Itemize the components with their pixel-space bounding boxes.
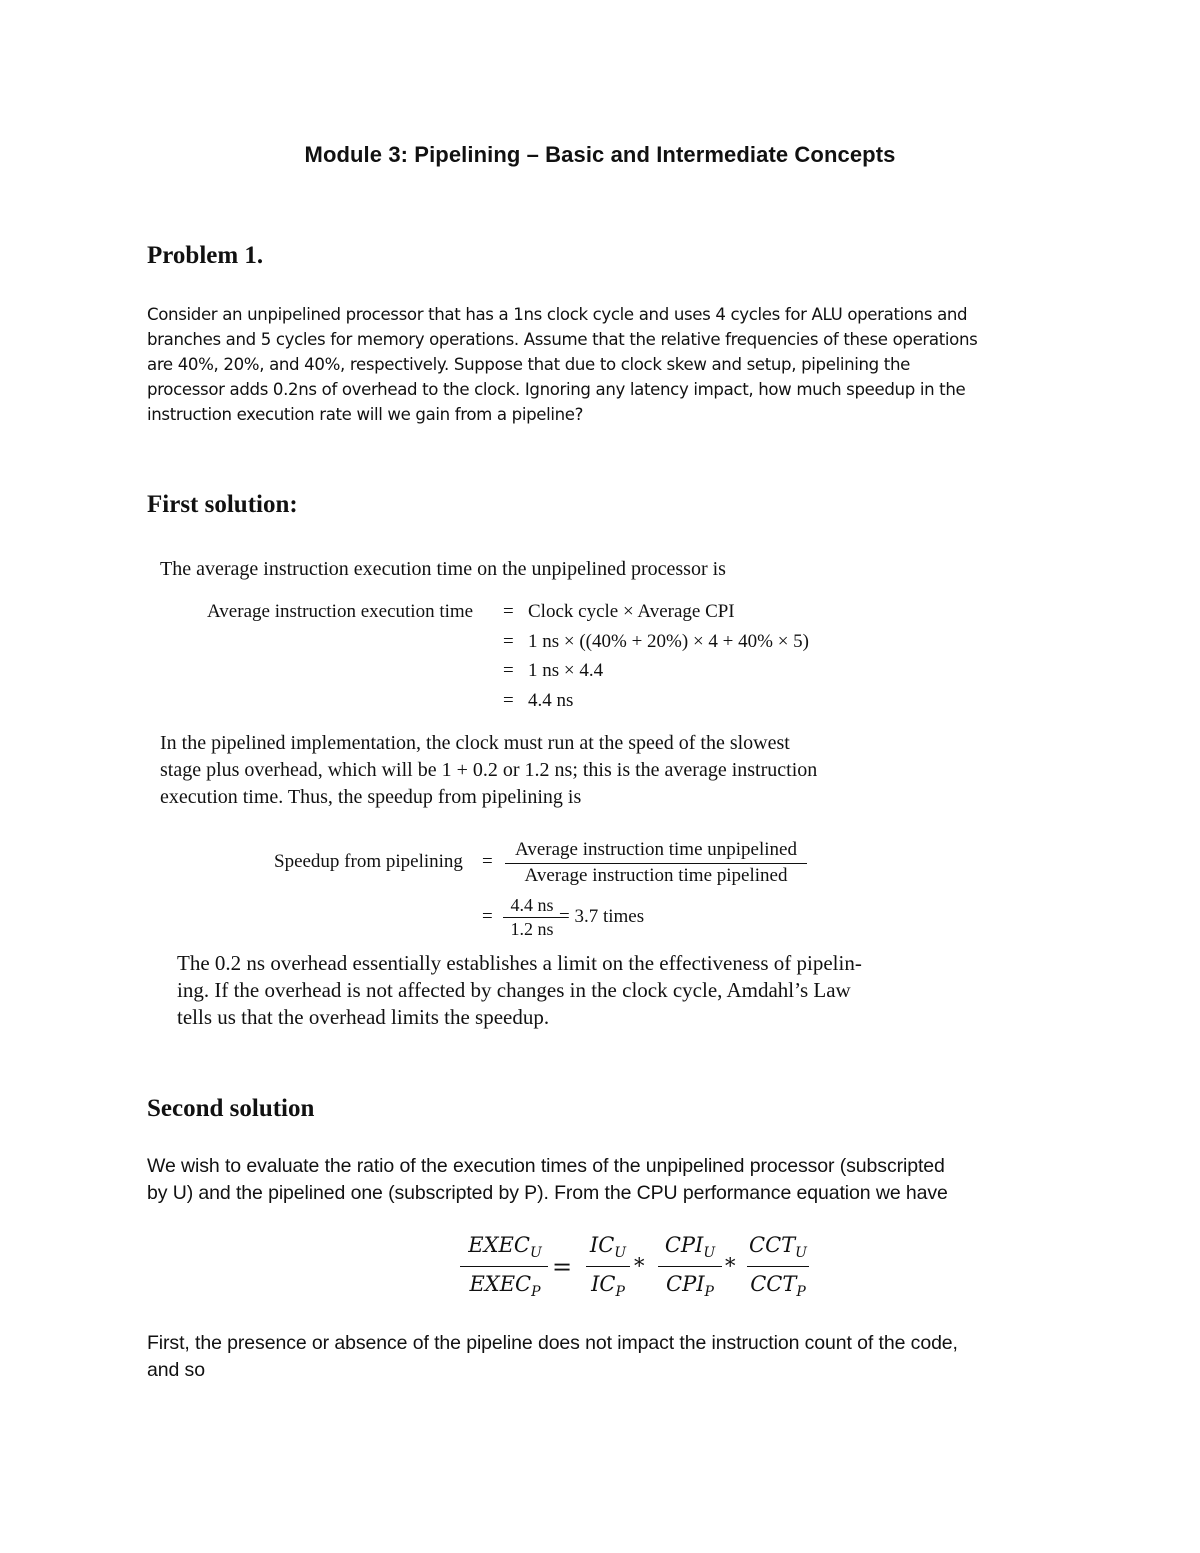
- explanation-paragraph: [160, 730, 817, 811]
- problem-line: processor adds 0.2ns of overhead to the clock. Ignoring any latency impact, how much speedup in the: [147, 380, 966, 399]
- equation-step: Clock cycle × Average CPI: [528, 601, 735, 622]
- first-solution-intro: The average instruction execution time on the unpipelined processor is: [160, 558, 726, 580]
- equals-sign: =: [482, 851, 493, 872]
- speedup-denominator: Average instruction time pipelined: [524, 865, 788, 886]
- paragraph-line: and so: [147, 1359, 205, 1381]
- equals-sign: =: [552, 1253, 573, 1281]
- paragraph-line: execution time. Thus, the speedup from pipelining is: [160, 786, 582, 808]
- problem-line: are 40%, 20%, and 40%, respectively. Suppose that due to clock skew and setup, pipelining the: [147, 355, 910, 374]
- second-solution-outro: [147, 1330, 958, 1384]
- cct-u: $CCT_U$: [749, 1233, 807, 1261]
- page-title: Module 3: Pipelining – Basic and Intermediate Concepts: [304, 142, 896, 167]
- equation-label: Average instruction execution time: [207, 601, 474, 622]
- paragraph-line: In the pipelined implementation, the clock must run at the speed of the slowest: [160, 732, 790, 754]
- equals-sign: =: [503, 631, 514, 652]
- fraction-bar: [747, 1266, 809, 1267]
- second-solution-heading: Second solution: [147, 1095, 315, 1122]
- problem-line: Consider an unpipelined processor that has a 1ns clock cycle and uses 4 cycles for ALU operations and: [147, 305, 968, 324]
- equation-step: 1 ns × ((40% + 20%) × 4 + 40% × 5): [528, 631, 810, 652]
- exec-p: $EXEC_P$: [469, 1272, 541, 1300]
- paragraph-line: stage plus overhead, which will be 1 + 0.2 or 1.2 ns; this is the average instruction: [160, 759, 818, 781]
- paragraph-line: by U) and the pipelined one (subscripted by P). From the CPU performance equation we have: [147, 1182, 948, 1204]
- paragraph-line: First, the presence or absence of the pipeline does not impact the instruction count of the code,: [147, 1332, 958, 1354]
- equals-sign: =: [503, 660, 514, 681]
- equation-step: 1 ns × 4.4: [528, 660, 604, 681]
- overhead-paragraph: [177, 950, 862, 1031]
- problem-line: instruction execution rate will we gain from a pipeline?: [147, 405, 584, 424]
- ic-u: $IC_U$: [589, 1233, 627, 1261]
- paragraph-line: ing. If the overhead is not affected by changes in the clock cycle, Amdahl’s Law: [177, 978, 851, 1002]
- equals-sign: =: [482, 906, 493, 927]
- paragraph-line: We wish to evaluate the ratio of the execution times of the unpipelined processor (subscripted: [147, 1155, 945, 1177]
- fraction-bar: [586, 1266, 630, 1267]
- ic-p: $IC_P$: [591, 1272, 625, 1300]
- denominator-value: 1.2 ns: [510, 919, 554, 939]
- equation-step: 4.4 ns: [528, 690, 574, 711]
- equals-sign: =: [503, 601, 514, 622]
- equals-sign: =: [503, 690, 514, 711]
- cpi-u: $CPI_U$: [664, 1233, 716, 1261]
- second-solution-intro: [147, 1153, 948, 1207]
- problem-heading: Problem 1.: [147, 242, 264, 269]
- problem-statement: [147, 302, 1057, 427]
- numerator-value: 4.4 ns: [510, 895, 554, 915]
- cpi-p: $CPI_P$: [666, 1272, 714, 1300]
- first-solution-heading: First solution:: [147, 491, 298, 518]
- paragraph-line: tells us that the overhead limits the speedup.: [177, 1005, 550, 1029]
- speedup-result: = 3.7 times: [559, 906, 645, 927]
- paragraph-line: The 0.2 ns overhead essentially establishes a limit on the effectiveness of pipelin-: [177, 951, 862, 975]
- speedup-numerator: Average instruction time unpipelined: [515, 839, 797, 860]
- speedup-label: Speedup from pipelining: [274, 851, 463, 872]
- exec-u: $EXEC_U$: [468, 1233, 542, 1261]
- multiply-sign: *: [725, 1254, 736, 1278]
- multiply-sign: *: [634, 1254, 645, 1278]
- fraction-bar: [658, 1266, 722, 1267]
- cct-p: $CCT_P$: [750, 1272, 806, 1300]
- fraction-bar: [460, 1266, 548, 1267]
- problem-line: branches and 5 cycles for memory operations. Assume that the relative frequencies of these operations: [147, 330, 978, 349]
